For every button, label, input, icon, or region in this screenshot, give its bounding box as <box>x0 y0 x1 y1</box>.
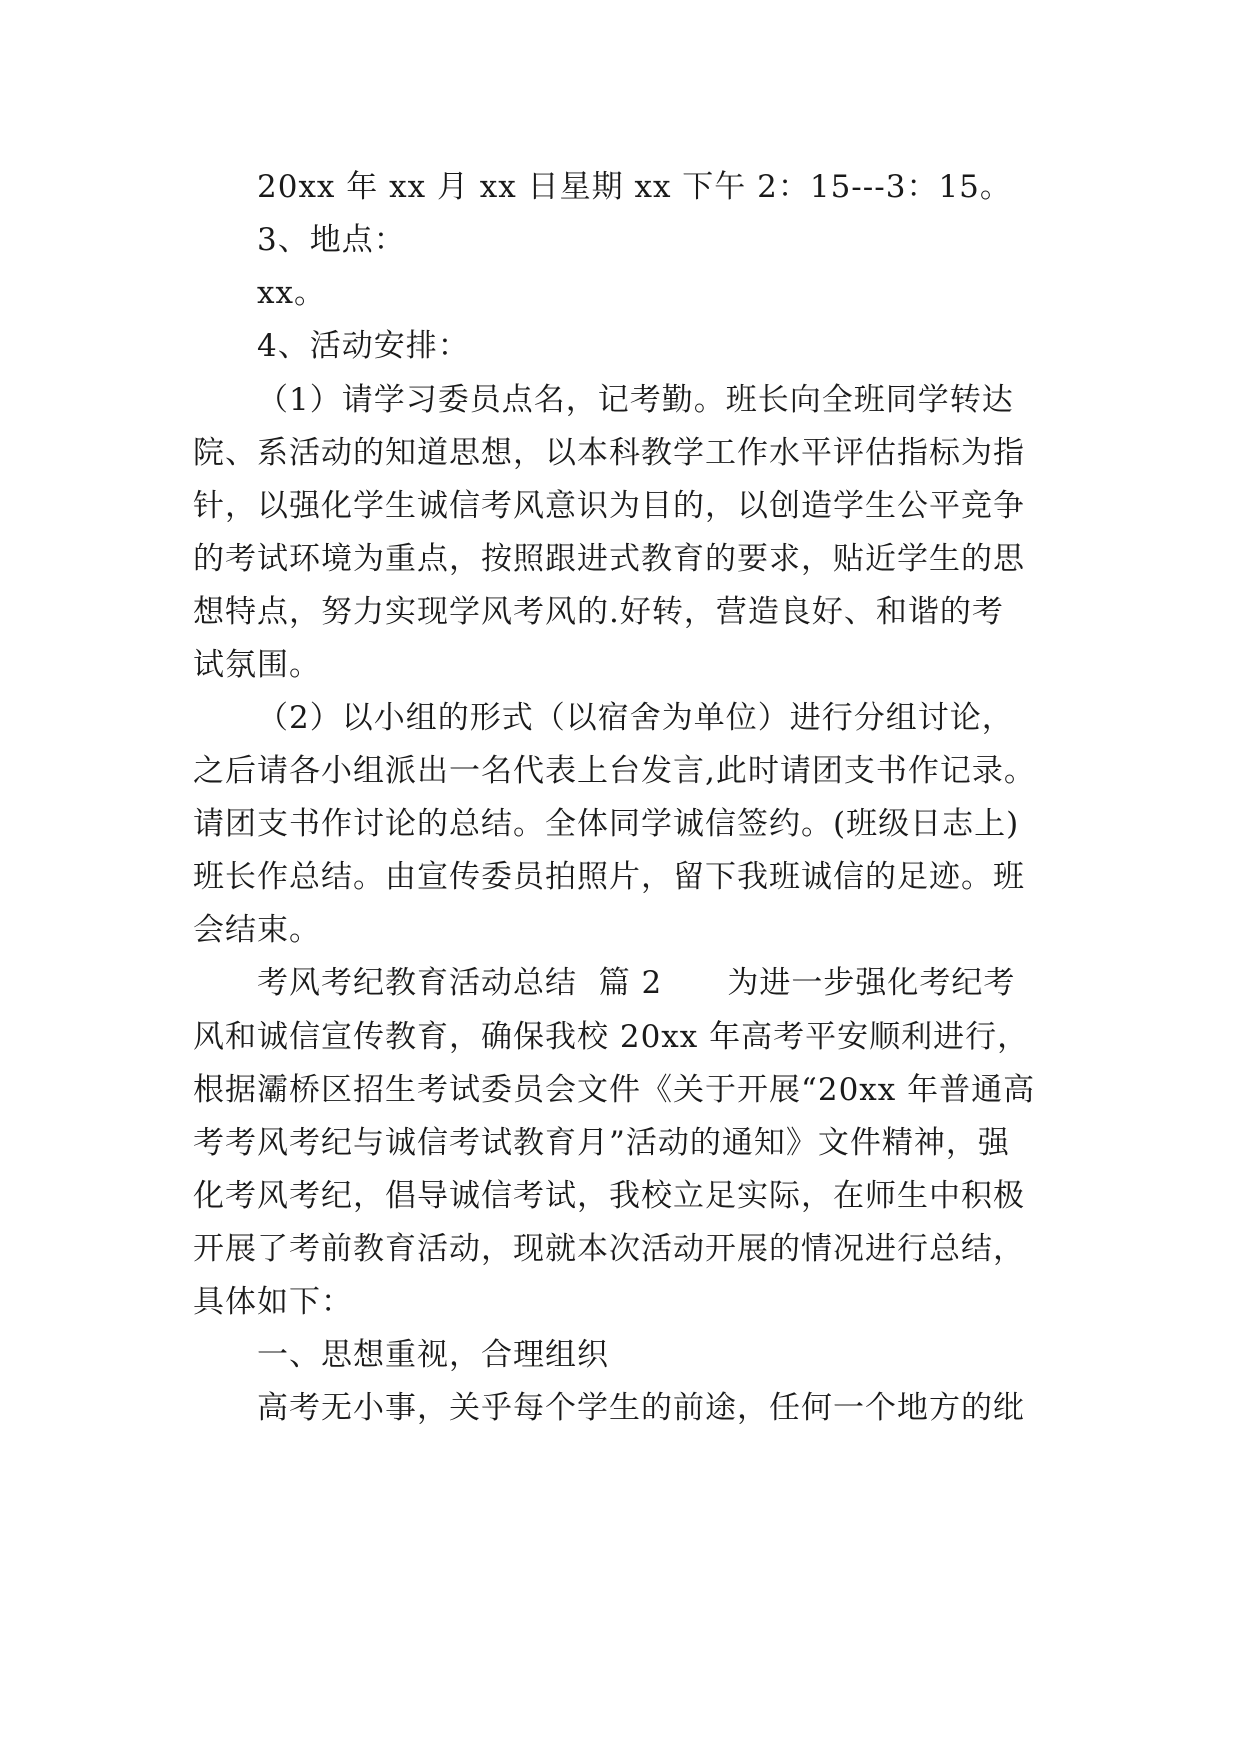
text-line-19: 考考风考纪与诚信考试教育月”活动的通知》文件精神，强 <box>193 1125 1010 1161</box>
text-line-6: 院、系活动的知道思想，以本科教学工作水平评估指标为指 <box>193 435 1025 471</box>
text-line-23: 一、思想重视，合理组织 <box>257 1337 609 1373</box>
text-line-11: （2）以小组的形式（以宿舍为单位）进行分组讨论， <box>257 700 1014 736</box>
text-line-8: 的考试环境为重点，按照跟进式教育的要求，贴近学生的思 <box>193 541 1025 577</box>
text-line-3: xx。 <box>257 275 326 311</box>
text-line-4: 4、活动安排： <box>257 328 470 364</box>
text-line-24: 高考无小事，关乎每个学生的前途，任何一个地方的纰 <box>257 1390 1025 1426</box>
text-line-17: 风和诚信宣传教育，确保我校 20xx 年高考平安顺利进行， <box>193 1019 1030 1055</box>
text-line-1: 20xx 年 xx 月 xx 日星期 xx 下午 2：15---3：15。 <box>257 169 1012 205</box>
text-line-18: 根据灞桥区招生考试委员会文件《关于开展“20xx 年普通高 <box>193 1072 1036 1108</box>
text-line-22: 具体如下： <box>193 1284 353 1320</box>
text-line-9: 想特点，努力实现学风考风的.好转，营造良好、和谐的考 <box>193 594 1004 630</box>
text-line-16: 考风考纪教育活动总结 篇 2 为进一步强化考纪考 <box>257 965 1016 1001</box>
text-line-14: 班长作总结。由宣传委员拍照片，留下我班诚信的足迹。班 <box>193 859 1025 895</box>
text-line-10: 试氛围。 <box>193 647 321 683</box>
text-line-20: 化考风考纪，倡导诚信考试，我校立足实际，在师生中积极 <box>193 1178 1025 1214</box>
text-line-5: （1）请学习委员点名，记考勤。班长向全班同学转达 <box>257 382 1014 418</box>
text-line-7: 针，以强化学生诚信考风意识为目的，以创造学生公平竞争 <box>193 488 1025 524</box>
text-line-13: 请团支书作讨论的总结。全体同学诚信签约。(班级日志上) <box>193 806 1020 842</box>
text-line-12: 之后请各小组派出一名代表上台发言,此时请团支书作记录。 <box>193 753 1036 789</box>
text-line-21: 开展了考前教育活动，现就本次活动开展的情况进行总结， <box>193 1231 1025 1267</box>
text-line-15: 会结束。 <box>193 912 321 948</box>
text-line-2: 3、地点： <box>257 222 406 258</box>
